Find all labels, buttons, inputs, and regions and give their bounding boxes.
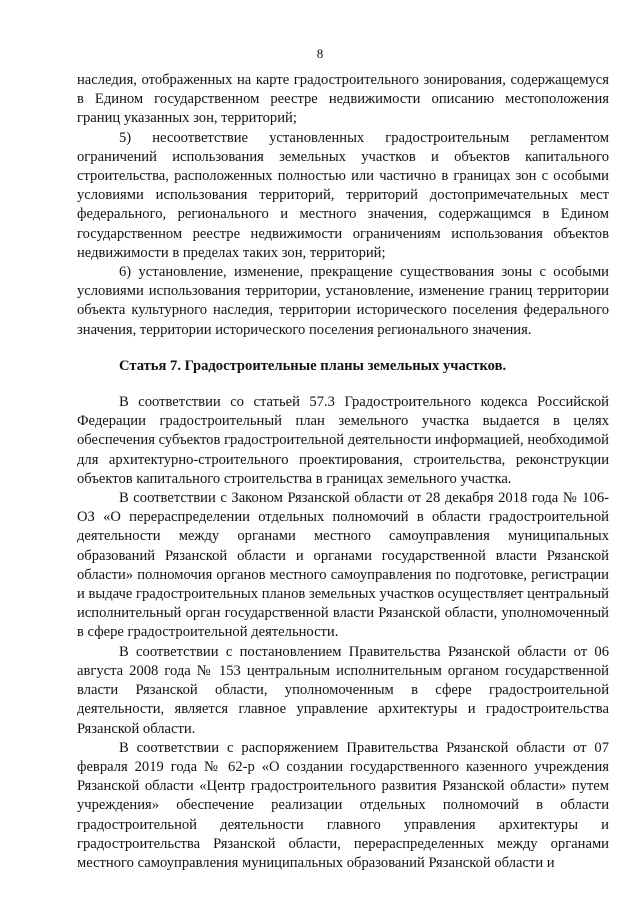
paragraph-heritage-continuation: наследия, отображенных на карте градостроительного зонирования, содержащемуся в Едином государственном реестре недвижимости описанию местоположения границ указанных зон, территорий; [77,72,609,127]
list-item-6: 6) установление, изменение, прекращение существования зоны с особыми условиями использования территории, установление, изменение границ территории объекта культурного наследия, территории исторического поселения федерального значения, территории исторического поселения регионального значения. [77,264,609,338]
paragraph-government-order: В соответствии с распоряжением Правительства Рязанской области от 07 февраля 2019 года № 62-р «О создании государственного казенного учреждения Рязанской области «Центр градостроительного развития Рязанской области» путем учреждения» обеспечение реализации отдельных полномочий в области градостроительной деятельности главного управления архитектуры и градостроительства Рязанской области, перераспределенных между органами местного самоуправления муниципальных образований Рязанской области и [77,739,609,871]
paragraph-article-57-3: В соответствии со статьей 57.3 Градостроительного кодекса Российской Федерации градостроительный план земельного участка выдается в целях обеспечения субъектов градостроительной деятельности информацией, необходимой для архитектурно-строительного проектирования, строительства, реконструкции объектов капитального строительства в границах земельного участка. [77,394,609,487]
list-item-5: 5) несоответствие установленных градостроительным регламентом ограничений использования земельных участков и объектов капитального строительства, расположенных полностью или частично в границах зон с особыми условиями использования территорий, территорий достопримечательных мест федерального, регионального и местного значения, содержащимся в Едином государственном реестре недвижимости ограничениям использования объектов недвижимости в пределах таких зон, территорий; [77,129,609,261]
paragraph-ryazan-law: В соответствии с Законом Рязанской области от 28 декабря 2018 года № 106-ОЗ «О перераспределении отдельных полномочий в области градостроительной деятельности между органами местного самоуправления муниципальных образований Рязанской области и органами государственной власти Рязанской области» полномочия органов местного самоуправления по подготовке, регистрации и выдаче градостроительных планов земельных участков осуществляет центральный исполнительный орган государственной власти Рязанской области, уполномоченный в сфере градостроительной деятельности. [77,490,609,641]
page-number: 8 [316,46,324,61]
article-7-heading: Статья 7. Градостроительные планы земельных участков. [119,357,507,374]
document-body [77,71,609,873]
paragraph-government-resolution: В соответствии с постановлением Правительства Рязанской области от 06 августа 2008 года № 153 центральным исполнительным органом государственной власти Рязанской области, уполномоченным в сфере градостроительной деятельности, является главное управление архитектуры и градостроительства Рязанской области. [77,643,609,737]
